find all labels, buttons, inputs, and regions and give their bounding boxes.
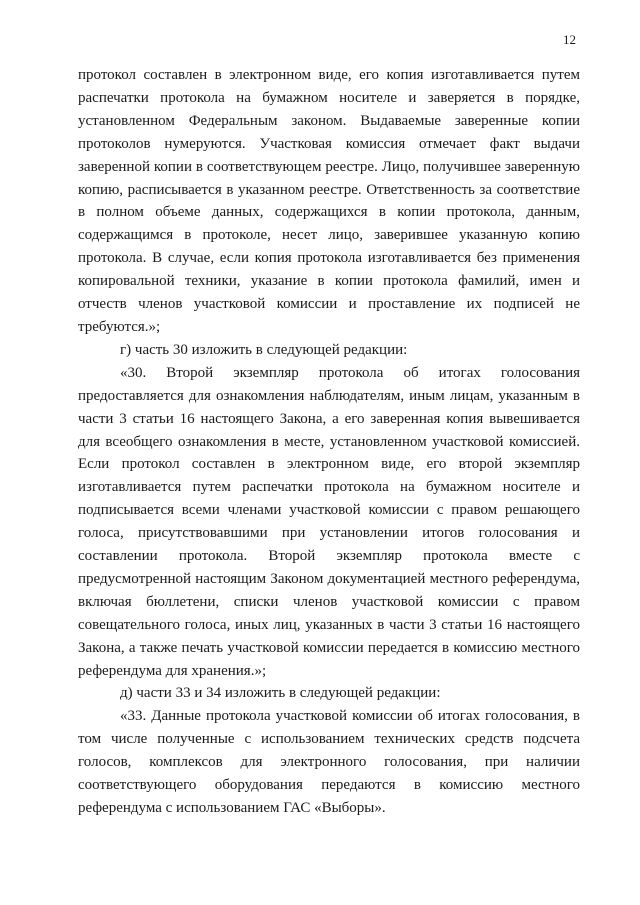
document-body (78, 64, 580, 820)
paragraph-part-33: «33. Данные протокола участковой комиссии об итогах голосования, в том числе полученные с использованием технических средств подсчета голосов, комплексов для электронного голосования, при наличии соответствующего оборудования передаются в комиссию местного референдума с использованием ГАС «Выборы». (78, 708, 580, 816)
paragraph-continuation: протокол составлен в электронном виде, его копия изготавливается путем распечатки протокола на бумажном носителе и заверяется в порядке, установленном Федеральным законом. Выдаваемые заверенные копии протоколов нумеруются. Участковая комиссия отмечает факт выдачи заверенной копии в соответствующем реестре. Лицо, получившее заверенную копию, расписывается в указанном реестре. Ответственность за соответствие в полном объеме данных, содержащихся в копии протокола, данным, содержащимся в протоколе, несет лицо, заверившее указанную копию протокола. В случае, если копия протокола изготавливается без применения копировальной техники, указание в копии протокола фамилий, имен и отчеств членов участковой комиссии и проставление их подписей не требуются.»; (78, 67, 580, 335)
page-number: 12 (563, 32, 576, 47)
paragraph-amendment-g: г) часть 30 изложить в следующей редакции: (120, 341, 408, 358)
paragraph-part-30: «30. Второй экземпляр протокола об итогах голосования предоставляется для ознакомления наблюдателям, иным лицам, указанным в части 3 статьи 16 настоящего Закона, а его заверенная копия вывешивается для всеобщего ознакомления в месте, установленном участковой комиссией. Если протокол составлен в электронном виде, его второй экземпляр изготавливается путем распечатки протокола на бумажном носителе и подписывается всеми членами участковой комиссии с правом решающего голоса, присутствовавшими при установлении итогов голосования и составлении протокола. Второй экземпляр протокола вместе с предусмотренной настоящим Законом документацией местного референдума, включая бюллетени, списки членов участковой комиссии с правом совещательного голоса, иных лиц, указанных в части 3 статьи 16 настоящего Закона, а также печать участковой комиссии передается в комиссию местного референдума для хранения.»; (78, 364, 580, 679)
paragraph-amendment-d: д) части 33 и 34 изложить в следующей редакции: (120, 685, 441, 702)
